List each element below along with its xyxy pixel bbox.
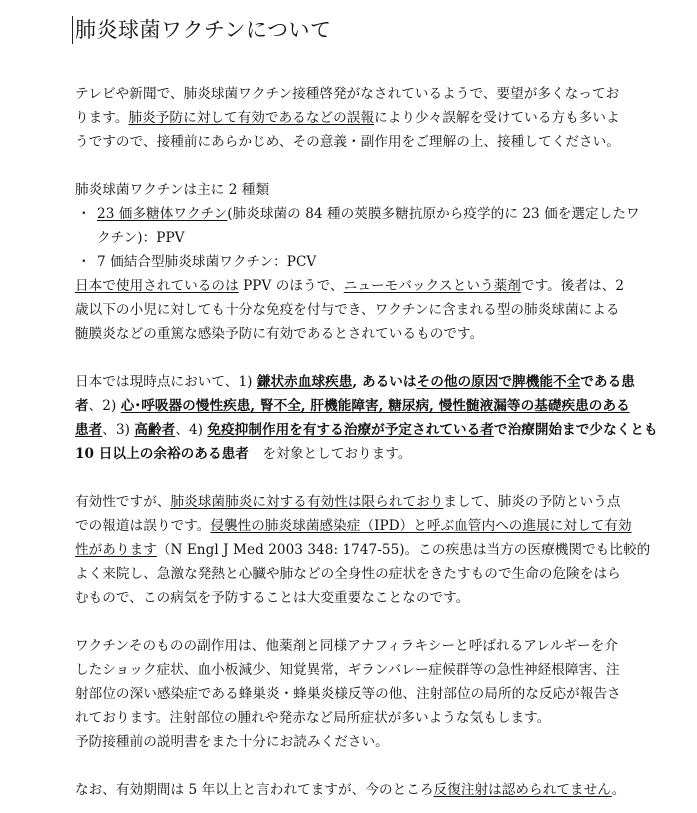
text-span: ります。 [75,110,129,126]
text-span: を対象としております。 [248,446,412,462]
ppv-description: (肺炎球菌の 84 種の莢膜多糖抗原から疫学的に 23 価を選定したワ [227,206,640,222]
paragraph-5-line-2: したショック症状、血小板減少、知覚異常，ギランバレー症候群等の急性神経根障害、注 [75,662,620,678]
text-underline: 性があります [75,542,157,558]
text-span: での報道は誤りです。 [75,518,211,534]
text-bold-underline: 高齢者 [134,422,176,438]
text-bold-underline: 患者 [75,422,103,438]
text-bold: 10 日以上の余裕のある患者 [75,446,249,462]
ppv-name: 23 価多糖体ワクチン [97,206,228,222]
text-span: 有効性ですが、 [75,494,171,510]
text-span: 。 [611,782,626,798]
paragraph-1-line-1: テレビや新聞で、肺炎球菌ワクチン接種啓発がなされているようで、要望が多くなってお [75,86,620,102]
text-span: により少々誤解を受けている方も多いよ [374,110,620,126]
paragraph-3-line-3 [75,420,658,440]
text-bold: である患 [580,374,635,390]
paragraph-2-line-3: 髄膜炎などの重篤な感染予防に有効であるとされているものです。 [75,326,484,342]
page-title: 肺炎球菌ワクチンについて [72,16,332,44]
paragraph-5-line-4: れております。注射部位の腫れや発赤など局所症状が多いような気もします。 [75,710,551,726]
paragraph-4-line-3 [75,540,650,560]
text-span: まして、肺炎の予防という点 [443,494,621,510]
text-underline: 反復注射は認められてません [433,782,612,798]
bullet-item-pcv: 7 価結合型肺炎球菌ワクチン：PCV [97,254,317,270]
bullet-icon: ・ [77,206,91,222]
text-underline: 肺炎球菌肺炎に対する有効性は限られており [170,494,444,510]
text-span: 日本では現時点において、1) [75,374,257,390]
text-bold-underline: 免疫抑制作用を有する治療が予定されている者 [207,422,494,438]
text-bold-underline: その他の原因で脾機能不全 [416,374,581,390]
paragraph-2-line-2: 歳以下の小児に対しても十分な免疫を付与でき、ワクチンに含まれる型の肺炎球菌による [75,302,620,318]
text-bold: で治療開始まで少なくとも [493,422,658,438]
bullet-item-ppv [97,204,640,224]
text-span: 、4) [175,422,208,438]
text-underline: 日本で使用されているのは [75,278,239,294]
text-span: PPV のほうで、 [238,278,344,294]
paragraph-4-line-1 [75,492,621,512]
paragraph-6-line-1 [75,780,625,800]
paragraph-4-line-5: むもので、この病気を予防することは大変重要なことなのです。 [75,590,470,606]
text-span: 、2) [88,398,121,414]
text-span: なお、有効期間は 5 年以上と言われてますが、今のところ [75,782,434,798]
paragraph-1-line-2 [75,108,620,128]
text-underline: ニューモバックスという薬剤 [343,278,521,294]
bullet-icon: ・ [77,254,91,270]
bullet-item-ppv-cont: クチン)：PPV [97,230,185,246]
paragraph-5-line-3: 射部位の深い感染症である蜂巣炎・蜂巣炎様反等の他、注射部位の局所的な反応が報告さ [75,686,621,702]
citation: （N Engl J Med 2003 348: 1747-55)。この疾患は当方の医療機関でも比較的 [156,542,651,558]
paragraph-2-line-1 [75,276,624,296]
misreport-underline: 肺炎予防に対して有効であるなどの誤報 [128,110,375,126]
paragraph-3-line-4 [75,444,412,464]
paragraph-1-line-3: うですので、接種前にあらかじめ、その意義・副作用をご理解の上、接種してください。 [75,134,620,150]
text-span: です。後者は、2 [520,278,625,294]
paragraph-4-line-4: よく来院し、急激な発熱と心臓や肺などの全身性の症状をきたすもので生命の危険をはら [75,566,621,582]
paragraph-4-line-2 [75,516,632,536]
text-bold-underline: 鎌状赤血球疾患 [256,374,353,390]
text-bold: 者 [75,398,89,414]
paragraph-5-line-5: 予防接種前の説明書をまた十分にお読みください。 [75,734,389,750]
text-bold-underline: 心･呼吸器の慢性疾患, 腎不全, 肝機能障害, 糖尿病, 慢性髄液漏等の基礎疾患のある [120,398,630,414]
text-bold: , あるいは [352,374,417,390]
paragraph-5-line-1: ワクチンそのものの副作用は、他薬剤と同様アナフィラキシーと呼ばれるアレルギーを介 [75,638,618,654]
paragraph-3-line-1 [75,372,635,392]
text-span: 、3) [102,422,135,438]
paragraph-3-line-2 [75,396,630,416]
vaccine-types-heading: 肺炎球菌ワクチンは主に 2 種類 [75,182,270,198]
text-underline: 侵襲性の肺炎球菌感染症（IPD）と呼ぶ血管内への進展に対して有効 [210,518,632,534]
